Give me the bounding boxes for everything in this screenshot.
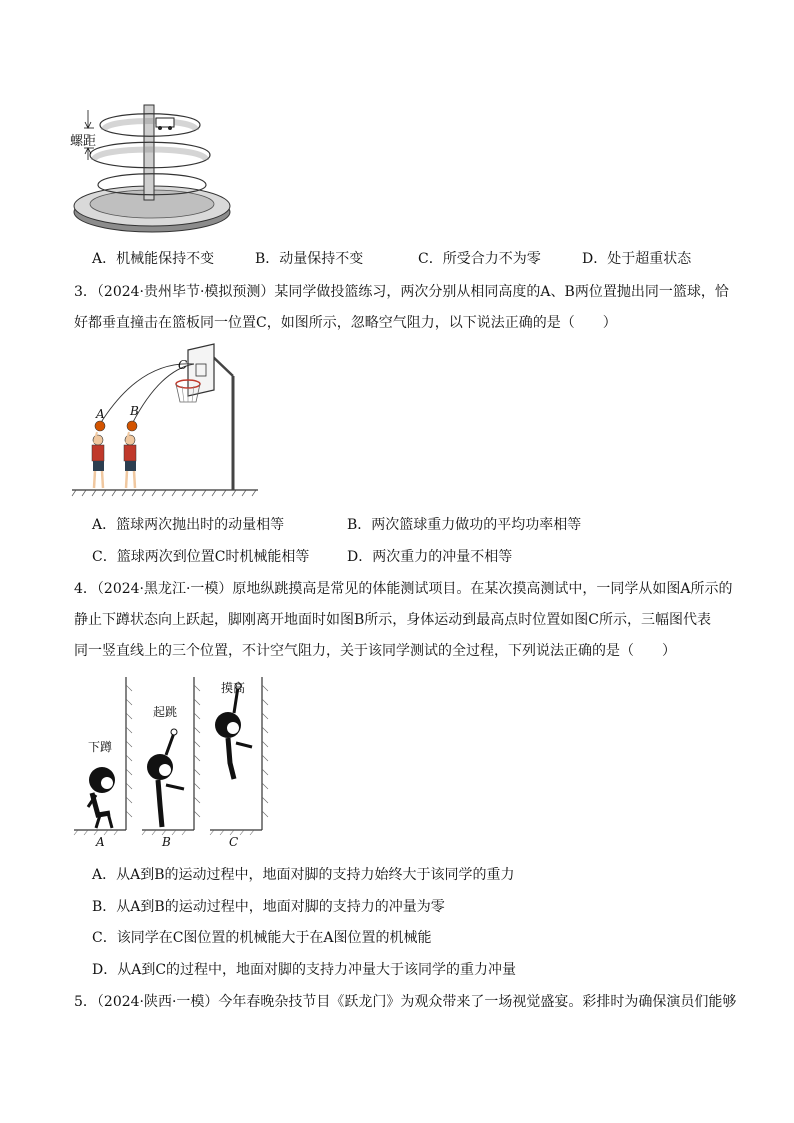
q4-stem-line-3: 同一竖直线上的三个位置，不计空气阻力，关于该同学测试的全过程，下列说法正确的是（ ） (74, 643, 676, 659)
q4-stem-line-2: 静止下蹲状态向上跃起，脚刚离开地面时如图B所示，身体运动到最高点时位置如图C所示，三幅图代表 (74, 612, 711, 628)
panel-c-label: C (229, 835, 239, 849)
q2-option-c[interactable]: C．所受合力不为零 (418, 251, 541, 267)
q3-stem-line-1: 3．（2024·贵州毕节·模拟预测）某同学做投篮练习，两次分别从相同高度的A、B两位置抛出同一篮球，恰 (74, 284, 729, 300)
q2-option-d[interactable]: D．处于超重状态 (582, 251, 692, 267)
point-c-label: C (178, 358, 188, 372)
q3-option-d[interactable]: D．两次重力的冲量不相等 (347, 549, 513, 565)
panel-a-label: A (96, 835, 105, 849)
q2-option-a[interactable]: A．机械能保持不变 (92, 251, 215, 267)
pitch-label: 螺距 (70, 134, 97, 149)
panel-b-label: B (162, 835, 171, 849)
q4-option-a[interactable]: A．从A到B的运动过程中，地面对脚的支持力始终大于该同学的重力 (92, 867, 515, 883)
jump-label: 起跳 (153, 705, 178, 719)
q4-stem-line-1: 4．（2024·黑龙江·一模）原地纵跳摸高是常见的体能测试项目。在某次摸高测试中，一同学从如图A所示的 (74, 581, 733, 597)
q3-stem-line-2: 好都垂直撞击在篮板同一位置C，如图所示，忽略空气阻力，以下说法正确的是（ ） (74, 315, 617, 331)
squat-label: 下蹲 (88, 740, 113, 754)
q3-option-c[interactable]: C．篮球两次到位置C时机械能相等 (92, 549, 310, 565)
q3-option-b[interactable]: B．两次篮球重力做功的平均功率相等 (347, 517, 582, 533)
spiral-track-figure (60, 100, 250, 235)
q4-option-b[interactable]: B．从A到B的运动过程中，地面对脚的支持力的冲量为零 (92, 899, 445, 915)
q4-option-d[interactable]: D．从A到C的过程中，地面对脚的支持力冲量大于该同学的重力冲量 (92, 962, 517, 978)
q2-option-b[interactable]: B．动量保持不变 (255, 251, 364, 267)
vertical-jump-figure (70, 675, 280, 850)
touch-label: 摸高 (221, 681, 246, 695)
point-b-label: B (130, 404, 139, 418)
point-a-label: A (96, 407, 105, 421)
q3-option-a[interactable]: A．篮球两次抛出时的动量相等 (92, 517, 285, 533)
q5-stem-line-1: 5．（2024·陕西·一模）今年春晚杂技节目《跃龙门》为观众带来了一场视觉盛宴。彩排时为确保演员们能够 (74, 994, 737, 1010)
q4-option-c[interactable]: C．该同学在C图位置的机械能大于在A图位置的机械能 (92, 930, 432, 946)
